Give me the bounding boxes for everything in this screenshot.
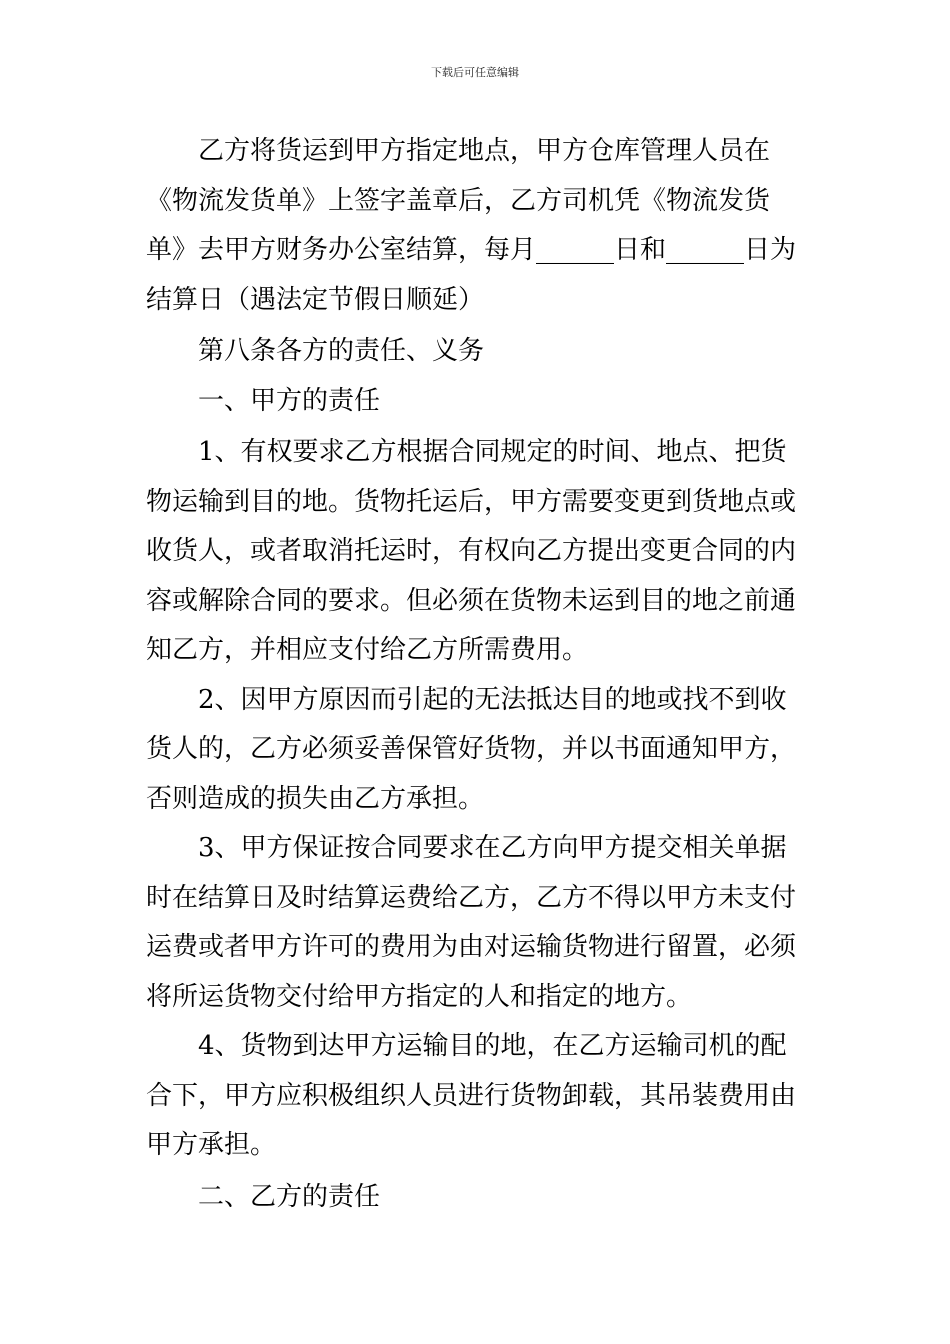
article-eight-heading: 第八条各方的责任、义务 [198, 336, 485, 366]
paragraph-settlement: 乙方将货运到甲方指定地点，甲方仓库管理人员在《物流发货单》上签字盖章后，乙方司机凭《物流发货单》去甲方财务办公室结算，每月______日和______日为结算日（遇法定节假日顺延） [146, 136, 797, 315]
section-party-a-heading: 一、甲方的责任 [198, 385, 381, 416]
section-party-b-heading: 二、乙方的责任 [198, 1181, 381, 1212]
document-body [146, 127, 808, 1222]
clause-4: 4、货物到达甲方运输目的地，在乙方运输司机的配合下，甲方应积极组织人员进行货物卸载，其吊装费用由甲方承担。 [146, 1031, 797, 1160]
clause-2: 2、因甲方原因而引起的无法抵达目的地或找不到收货人的，乙方必须妥善保管好货物，并以书面通知甲方，否则造成的损失由乙方承担。 [146, 684, 797, 814]
clause-1: 1、有权要求乙方根据合同规定的时间、地点、把货物运输到目的地。货物托运后，甲方需要变更到货地点或收货人，或者取消托运时，有权向乙方提出变更合同的内容或解除合同的要求。但必须在货物未运到目的地之前通知乙方，并相应支付给乙方所需费用。 [146, 437, 797, 665]
clause-3: 3、甲方保证按合同要求在乙方向甲方提交相关单据时在结算日及时结算运费给乙方，乙方不得以甲方未支付运费或者甲方许可的费用为由对运输货物进行留置，必须将所运货物交付给甲方指定的人和指定的地方。 [146, 833, 797, 1012]
header-note: 下载后可任意编辑 [431, 66, 519, 79]
